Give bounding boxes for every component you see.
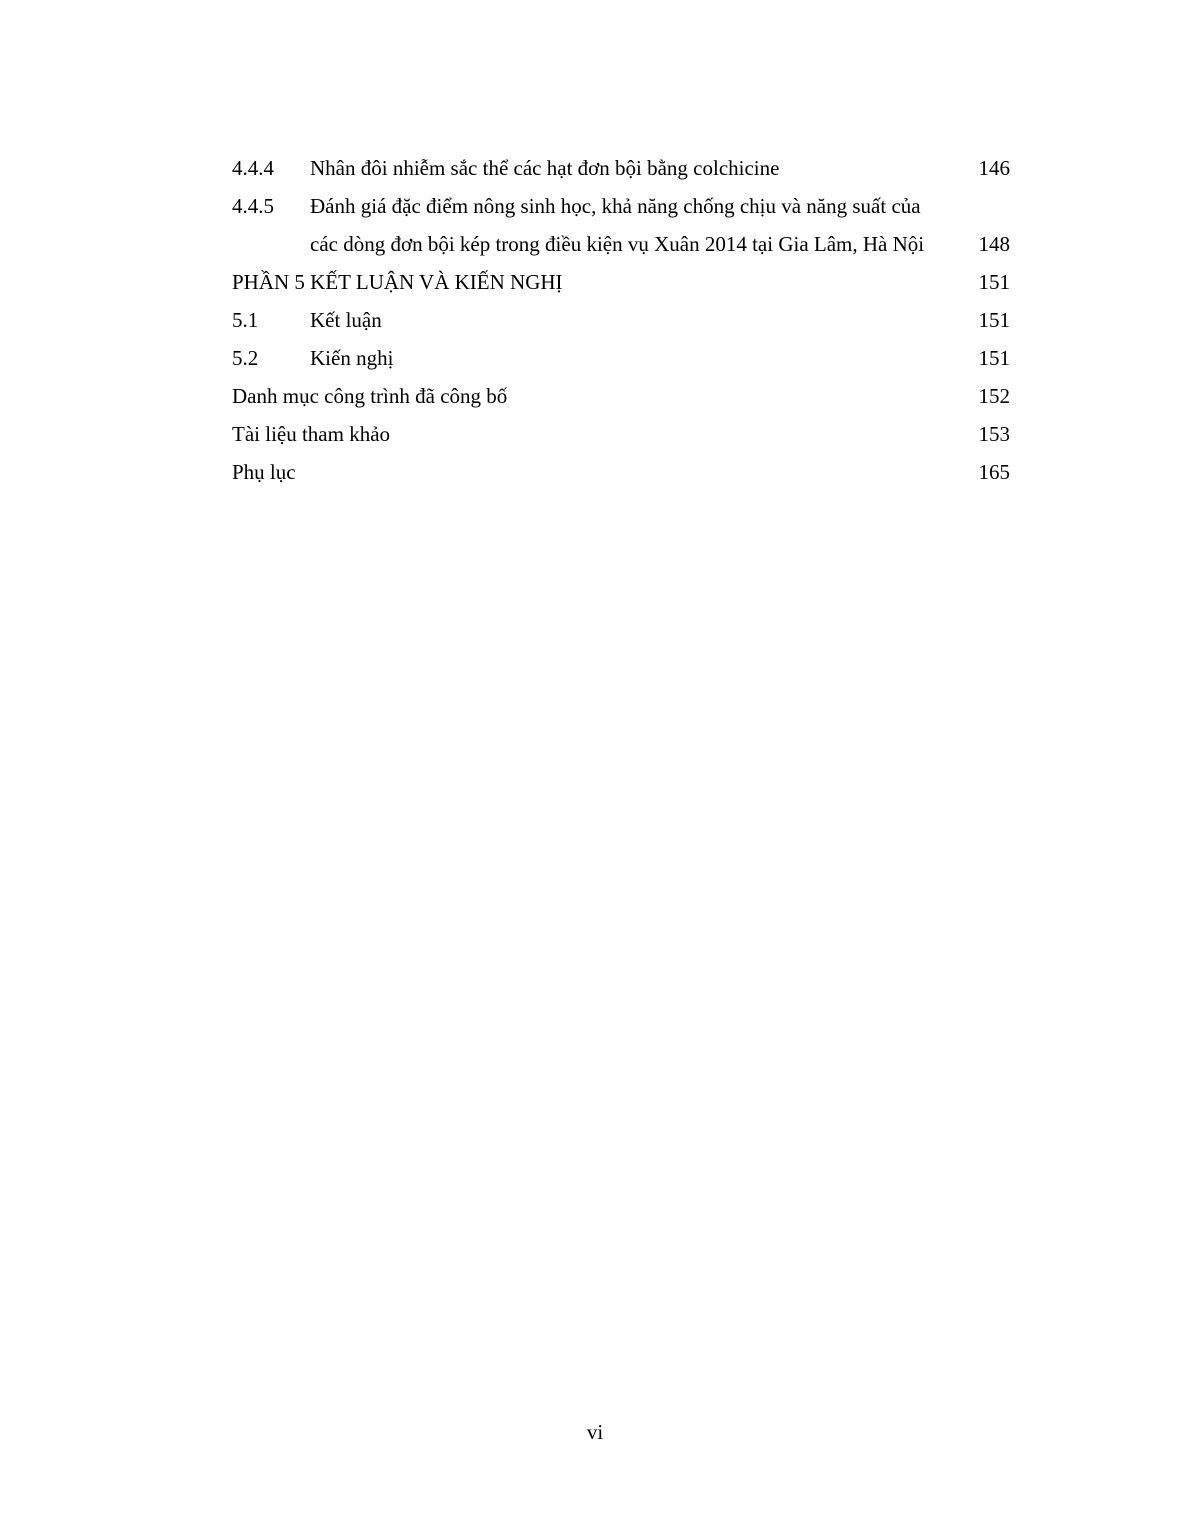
- toc-entry-publications: [232, 377, 1010, 415]
- toc-page-number: 165: [978, 460, 1010, 484]
- toc-entry-references: [232, 415, 1010, 453]
- toc-chapter-title: Tài liệu tham khảo: [232, 422, 391, 446]
- toc-chapter-title: Danh mục công trình đã công bố: [232, 384, 508, 408]
- toc-page-number: 146: [978, 156, 1010, 180]
- toc-entry-4-4-5: [232, 187, 1010, 225]
- toc-page-number: 151: [978, 270, 1010, 294]
- table-of-contents: [232, 149, 1010, 491]
- toc-chapter-title: PHẦN 5 KẾT LUẬN VÀ KIẾN NGHỊ: [232, 270, 563, 294]
- toc-page-number: 152: [978, 384, 1010, 408]
- toc-entry-4-4-4: [232, 149, 1010, 187]
- toc-page-number: 153: [978, 422, 1010, 446]
- toc-page-number: 151: [978, 346, 1010, 370]
- toc-section-number: 4.4.4: [232, 156, 274, 180]
- toc-page-number: 148: [978, 232, 1010, 256]
- toc-entry-5-1: [232, 301, 1010, 339]
- toc-entry-4-4-5-continued: [232, 225, 1010, 263]
- toc-entry-appendix: [232, 453, 1010, 491]
- toc-chapter-title: Phụ lục: [232, 460, 296, 484]
- toc-section-title: Kết luận: [310, 308, 382, 332]
- page-footer-number: vi: [586, 1420, 604, 1444]
- toc-section-title: Kiến nghị: [310, 346, 394, 370]
- toc-entry-part-5: [232, 263, 1010, 301]
- toc-section-title: các dòng đơn bội kép trong điều kiện vụ Xuân 2014 tại Gia Lâm, Hà Nội: [310, 232, 925, 256]
- toc-section-number: 4.4.5: [232, 194, 274, 218]
- toc-section-number: 5.2: [232, 346, 259, 370]
- toc-page-number: 151: [978, 308, 1010, 332]
- toc-entry-5-2: [232, 339, 1010, 377]
- toc-section-number: 5.1: [232, 308, 259, 332]
- toc-section-title: Nhân đôi nhiễm sắc thể các hạt đơn bội bằng colchicine: [310, 156, 780, 180]
- toc-section-title: Đánh giá đặc điểm nông sinh học, khả năng chống chịu và năng suất của: [310, 194, 921, 218]
